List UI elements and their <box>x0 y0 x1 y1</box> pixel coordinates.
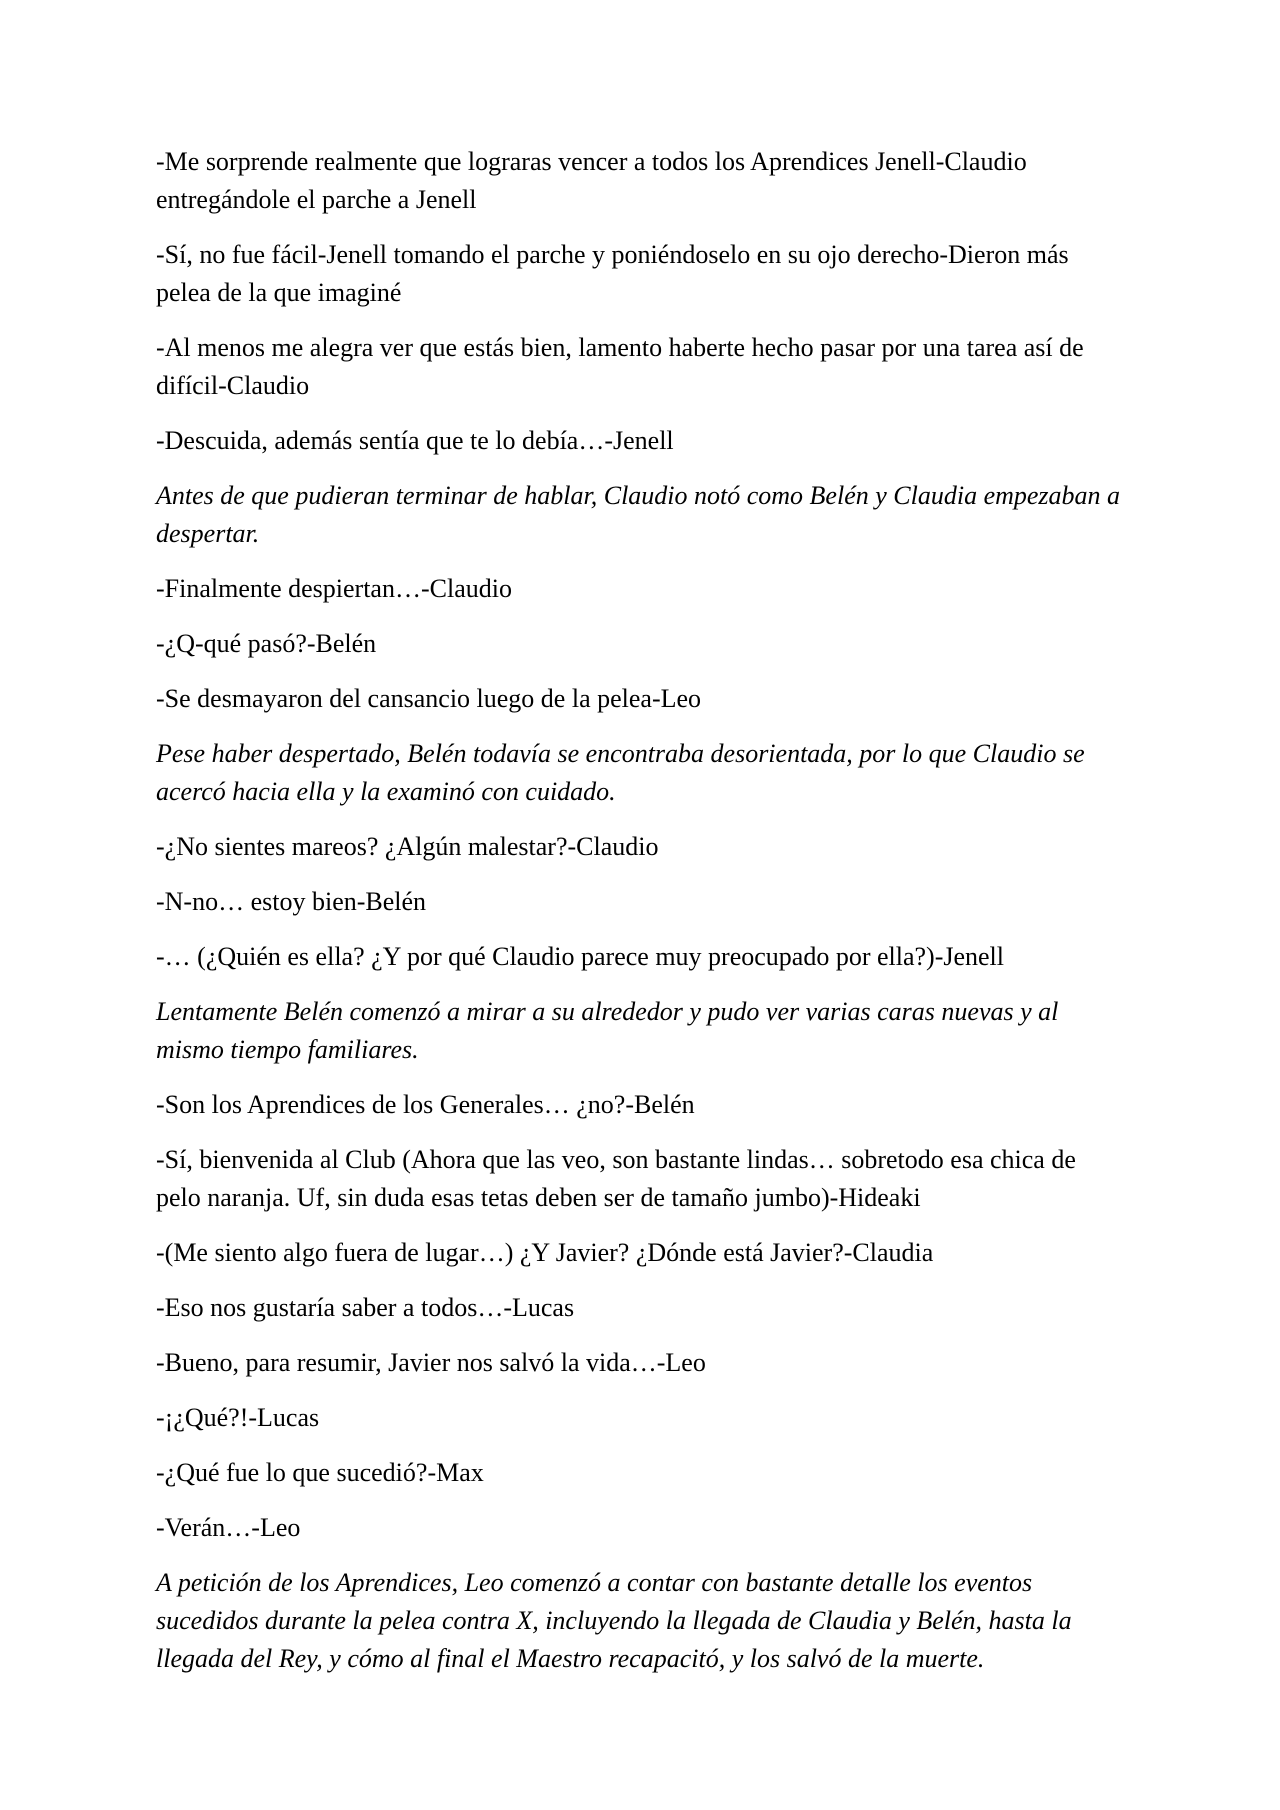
paragraph: -Descuida, además sentía que te lo debía…-Jenell <box>156 426 674 455</box>
paragraph-narration: Pese haber despertado, Belén todavía se encontraba desorientada, por lo que Claudio se acercó hacia ella y la examinó con cuidado. <box>156 739 1085 806</box>
paragraph: -Sí, no fue fácil-Jenell tomando el parche y poniéndoselo en su ojo derecho-Dieron más pelea de la que imaginé <box>156 240 1069 307</box>
paragraph: -¿Q-qué pasó?-Belén <box>156 629 377 658</box>
paragraph: -(Me siento algo fuera de lugar…) ¿Y Javier? ¿Dónde está Javier?-Claudia <box>156 1238 934 1267</box>
paragraph: -N-no… estoy bien-Belén <box>156 887 427 916</box>
paragraph: -Bueno, para resumir, Javier nos salvó la vida…-Leo <box>156 1348 706 1377</box>
paragraph: -¡¿Qué?!-Lucas <box>156 1403 320 1432</box>
paragraph: -Son los Aprendices de los Generales… ¿no?-Belén <box>156 1090 695 1119</box>
paragraph: -¿Qué fue lo que sucedió?-Max <box>156 1458 484 1487</box>
paragraph: -Verán…-Leo <box>156 1513 301 1542</box>
paragraph: -Finalmente despiertan…-Claudio <box>156 574 512 603</box>
paragraph: -Al menos me alegra ver que estás bien, lamento haberte hecho pasar por una tarea así de difícil-Claudio <box>156 333 1084 400</box>
paragraph: -¿No sientes mareos? ¿Algún malestar?-Claudio <box>156 832 659 861</box>
paragraph-narration: Lentamente Belén comenzó a mirar a su alrededor y pudo ver varias caras nuevas y al mismo tiempo familiares. <box>156 997 1059 1064</box>
paragraph: -Eso nos gustaría saber a todos…-Lucas <box>156 1293 575 1322</box>
paragraph-narration: Antes de que pudieran terminar de hablar, Claudio notó como Belén y Claudia empezaban a despertar. <box>156 481 1121 548</box>
paragraph-narration: A petición de los Aprendices, Leo comenzó a contar con bastante detalle los eventos sucedidos durante la pelea contra X, incluyendo la llegada de Claudia y Belén, hasta la llegada del Rey, y cómo al final el Maestro recapacitó, y los salvó de la muerte. <box>156 1568 1072 1673</box>
paragraph: -Sí, bienvenida al Club (Ahora que las veo, son bastante lindas… sobretodo esa chica de pelo naranja. Uf, sin duda esas tetas deben ser de tamaño jumbo)-Hideaki <box>156 1145 1076 1212</box>
paragraph: -… (¿Quién es ella? ¿Y por qué Claudio parece muy preocupado por ella?)-Jenell <box>156 942 1005 971</box>
paragraph: -Se desmayaron del cansancio luego de la pelea-Leo <box>156 684 702 713</box>
paragraph: -Me sorprende realmente que lograras vencer a todos los Aprendices Jenell-Claudio entregándole el parche a Jenell <box>156 147 1027 214</box>
